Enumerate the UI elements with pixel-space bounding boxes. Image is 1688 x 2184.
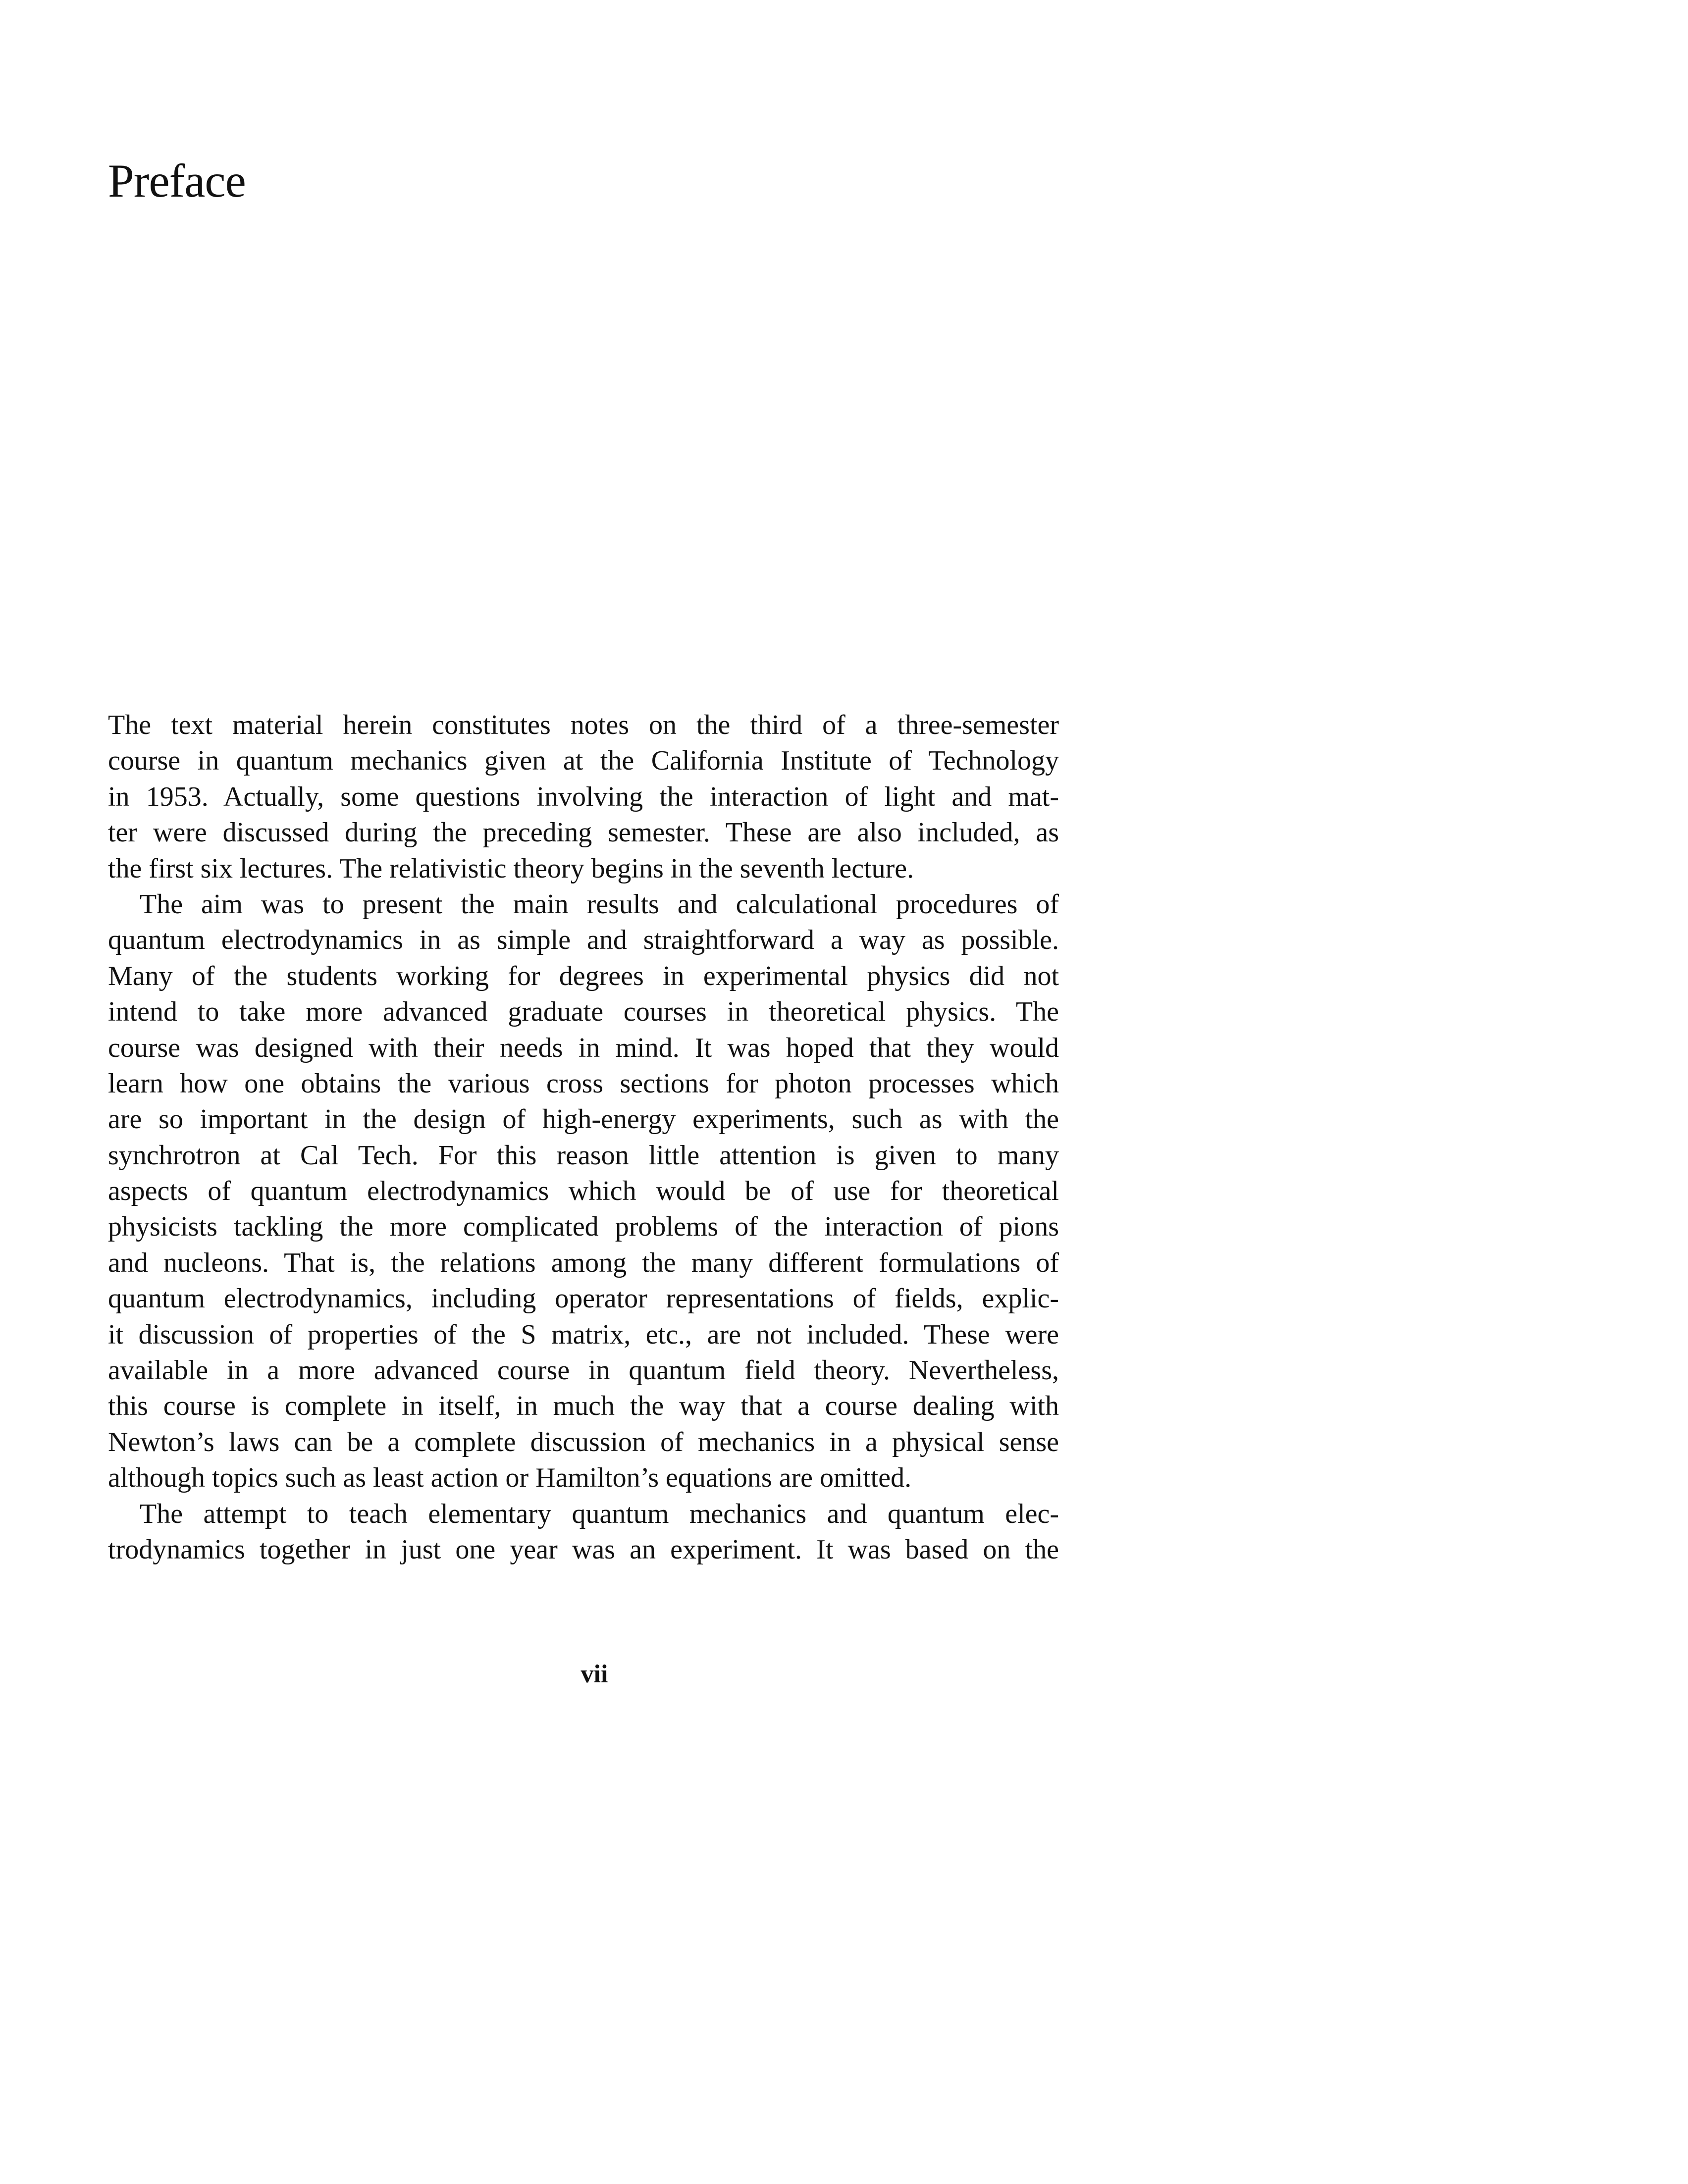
text-line: available in a more advanced course in quantum field theory. Nevertheless, bbox=[108, 1355, 1059, 1386]
text-line: the first six lectures. The relativistic theory begins in the seventh lecture. bbox=[108, 853, 914, 884]
text-line: quantum electrodynamics, including operator representations of fields, explic- bbox=[108, 1283, 1059, 1314]
text-line: The attempt to teach elementary quantum mechanics and quantum elec- bbox=[140, 1498, 1059, 1529]
page-title: Preface bbox=[108, 155, 246, 207]
text-line: it discussion of properties of the S matrix, etc., are not included. These were bbox=[108, 1319, 1059, 1350]
text-line: and nucleons. That is, the relations among the many different formulations of bbox=[108, 1247, 1059, 1278]
text-line: physicists tackling the more complicated problems of the interaction of pions bbox=[108, 1211, 1059, 1243]
text-line: aspects of quantum electrodynamics which would be of use for theoretical bbox=[108, 1176, 1059, 1207]
text-line: The text material herein constitutes notes on the third of a three-semester bbox=[108, 710, 1059, 740]
text-line: ter were discussed during the preceding semester. These are also included, as bbox=[108, 817, 1059, 848]
page-number: vii bbox=[580, 1660, 608, 1688]
text-line: Many of the students working for degrees in experimental physics did not bbox=[108, 960, 1059, 991]
text-line: trodynamics together in just one year was an experiment. It was based on the bbox=[108, 1534, 1059, 1565]
text-line: quantum electrodynamics in as simple and straightforward a way as possible. bbox=[108, 925, 1059, 956]
text-line: course in quantum mechanics given at the California Institute of Technology bbox=[108, 745, 1059, 777]
text-line: in 1953. Actually, some questions involving the interaction of light and mat- bbox=[108, 781, 1059, 812]
text-line: this course is complete in itself, in much the way that a course dealing with bbox=[108, 1391, 1059, 1422]
text-line: synchrotron at Cal Tech. For this reason little attention is given to many bbox=[108, 1140, 1059, 1171]
text-line: learn how one obtains the various cross sections for photon processes which bbox=[108, 1068, 1059, 1099]
preface-body bbox=[108, 707, 1059, 1604]
text-line: course was designed with their needs in mind. It was hoped that they would bbox=[108, 1032, 1059, 1063]
text-line: Newton’s laws can be a complete discussion of mechanics in a physical sense bbox=[108, 1426, 1059, 1457]
text-line: are so important in the design of high-energy experiments, such as with the bbox=[108, 1104, 1059, 1135]
text-line: The aim was to present the main results and calculational procedures of bbox=[140, 888, 1059, 920]
text-line: although topics such as least action or Hamilton’s equations are omitted. bbox=[108, 1462, 912, 1494]
text-line: intend to take more advanced graduate courses in theoretical physics. The bbox=[108, 996, 1059, 1028]
